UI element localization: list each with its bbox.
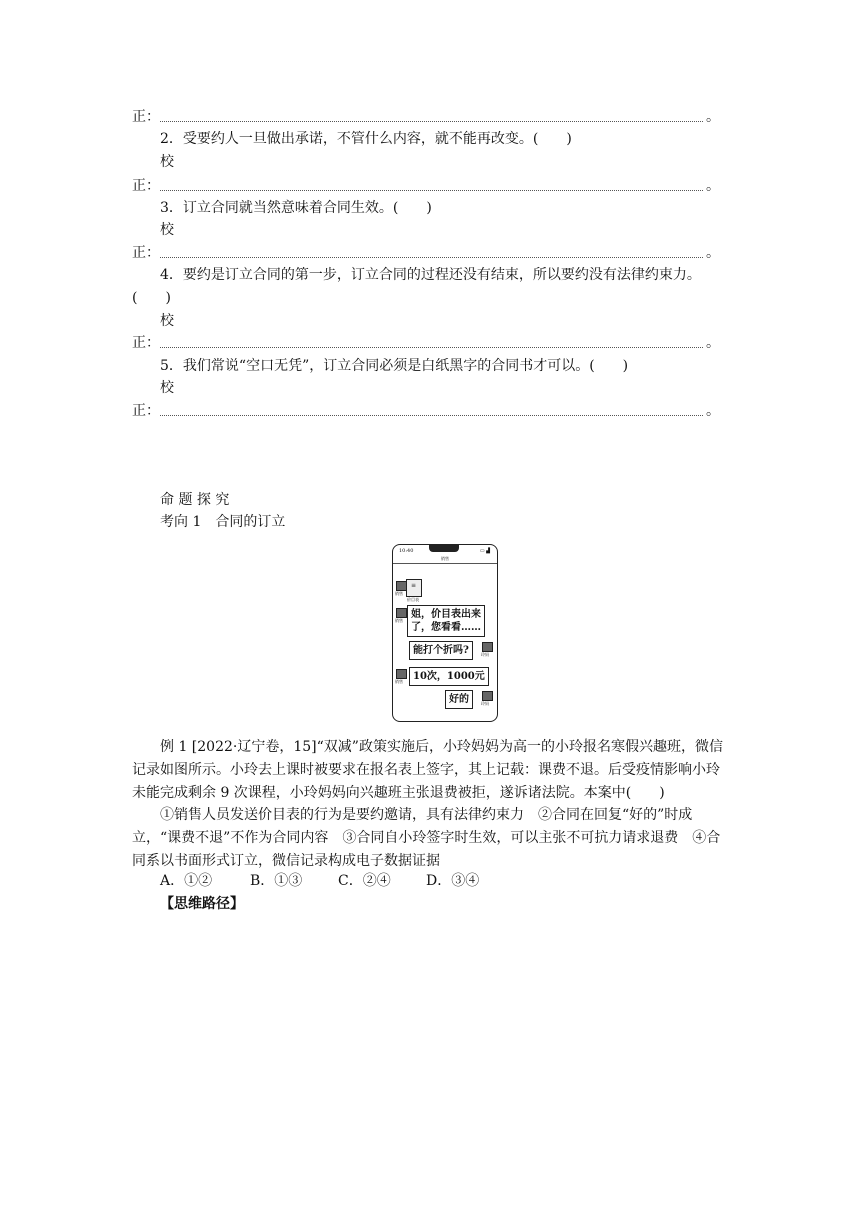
file-icon: ≡	[406, 579, 422, 597]
avatar-label: 玲妈	[481, 701, 489, 706]
answer-line[interactable]	[160, 257, 703, 258]
avatar-label: 销售	[395, 618, 403, 623]
question-item: 2．受要约人一旦做出承诺，不管什么内容，就不能再改变。( )	[160, 131, 572, 147]
section-title: 命 题 探 究	[160, 492, 230, 508]
correction-label: 正：	[132, 335, 160, 351]
question-item: 5．我们常说“空口无凭”，订立合同必须是白纸黑字的合同书才可以。( )	[160, 358, 629, 374]
correction-label: 正：	[132, 403, 160, 419]
correction-side-label: 校	[160, 222, 174, 238]
avatar	[396, 669, 407, 679]
chat-bubble: 10次，1000元	[409, 667, 489, 686]
direction-title: 考向 1 合同的订立	[160, 514, 286, 530]
chat-bubble: 好的	[445, 690, 473, 709]
answer-line[interactable]	[160, 347, 703, 348]
phone-time: 10:40	[399, 548, 414, 554]
answer-line[interactable]	[160, 190, 703, 191]
correction-side-label: 校	[160, 380, 174, 396]
line-end: 。	[706, 178, 720, 194]
line-end: 。	[706, 245, 720, 261]
avatar	[482, 642, 493, 652]
correction-side-label: 校	[160, 154, 174, 170]
thinking-path-heading: 【思维路径】	[160, 896, 244, 912]
correction-label: 正：	[132, 245, 160, 261]
avatar	[396, 608, 407, 618]
avatar-label: 玲妈	[481, 652, 489, 657]
question-item: 3．订立合同就当然意味着合同生效。( )	[160, 200, 432, 216]
phone-notch	[429, 545, 459, 552]
question-item: 4．要约是订立合同的第一步，订立合同的过程还没有结束，所以要约没有法律约束力。	[160, 267, 701, 283]
statements: ①销售人员发送价目表的行为是要约邀请，具有法律约束力 ②合同在回复“好的”时成立，“课费不退”不作为合同内容 ③合同自小玲签字时生效，可以主张不可抗力请求退费 ④合同系以书面形式订立，微信记录构成电子数据证据	[132, 807, 721, 869]
chat-contact: 销售	[441, 556, 449, 561]
file-label: 价目表	[407, 597, 419, 602]
line-end: 。	[706, 403, 720, 419]
option-b[interactable]: B．①③	[250, 873, 303, 889]
correction-label: 正：	[132, 178, 160, 194]
line-end: 。	[706, 109, 720, 125]
chat-bubble: 姐，价目表出来 了，您看看……	[407, 605, 485, 637]
battery-signal-icon: ▭ ▟	[479, 548, 490, 554]
avatar	[482, 691, 493, 701]
phone-illustration	[392, 544, 498, 722]
option-d[interactable]: D．③④	[426, 873, 480, 889]
correction-label: 正：	[132, 109, 160, 125]
answer-line[interactable]	[160, 121, 703, 122]
option-a[interactable]: A．①②	[160, 873, 213, 889]
example-question: 例 1 [2022·辽宁卷，15]“双减”政策实施后，小玲妈妈为高一的小玲报名寒假兴趣班，微信记录如图所示。小玲去上课时被要求在报名表上签字，其上记载：课费不退。后受疫情影响小玲未能完成剩余 9 次课程，小玲妈妈向兴趣班主张退费被拒，遂诉诸法院。本案中( )	[132, 739, 723, 801]
line-end: 。	[706, 335, 720, 351]
option-c[interactable]: C．②④	[338, 873, 391, 889]
avatar-label: 销售	[395, 591, 403, 596]
avatar-label: 销售	[395, 679, 403, 684]
question-item-cont: ( )	[132, 290, 171, 306]
divider	[393, 563, 497, 564]
chat-bubble: 能打个折吗?	[409, 641, 473, 660]
correction-side-label: 校	[160, 313, 174, 329]
answer-line[interactable]	[160, 415, 703, 416]
